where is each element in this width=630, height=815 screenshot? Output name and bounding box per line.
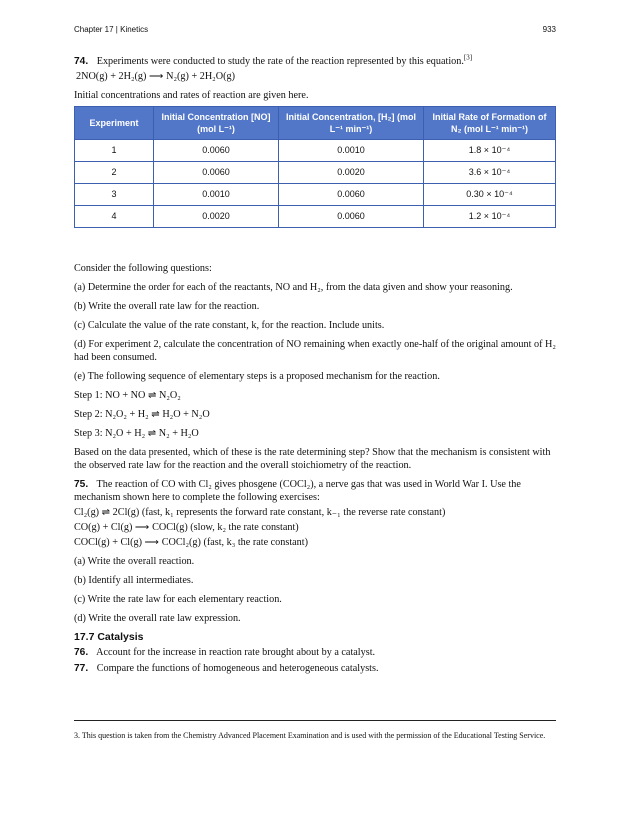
- question-part-b: (b) Identify all intermediates.: [74, 575, 194, 586]
- table-cell: 0.30 × 10⁻⁴: [424, 184, 556, 206]
- question-number: 75.: [74, 479, 89, 490]
- table-cell: 1.2 × 10⁻⁴: [424, 206, 556, 228]
- question-number: 74.: [74, 56, 89, 67]
- question-text: The reaction of CO with Cl₂ gives phosgene (COCl₂), a nerve gas that was used in World War I. Use the mechanism shown here to complete the following exercises:: [74, 479, 521, 503]
- section-heading: 17.7 Catalysis: [74, 631, 144, 643]
- table-cell: 0.0020: [279, 162, 424, 184]
- question-text: Compare the functions of homogeneous and heterogeneous catalysts.: [96, 663, 379, 674]
- table-cell: 0.0020: [154, 206, 279, 228]
- question-text: Account for the increase in reaction rate brought about by a catalyst.: [96, 647, 376, 658]
- question-part-a: (a) Write the overall reaction.: [74, 556, 195, 567]
- table-cell: 0.0060: [154, 140, 279, 162]
- table-row: [75, 140, 556, 162]
- table-cell: 0.0010: [279, 140, 424, 162]
- question-part-c: (c) Write the rate law for each elementary reaction.: [74, 594, 282, 605]
- question-text: Experiments were conducted to study the rate of the reaction represented by this equation.: [96, 56, 464, 67]
- mechanism-step-3: Step 3: N₂O + H₂ ⇌ N₂ + H₂O: [74, 428, 199, 439]
- footnote-divider: [74, 720, 556, 721]
- mechanism-line-1: Cl₂(g) ⇌ 2Cl(g) (fast, k₁ represents the forward rate constant, k₋₁ the reverse rate constant): [74, 507, 446, 518]
- column-header: Initial Concentration, [H₂] (mol L⁻¹ min⁻¹): [279, 107, 424, 140]
- question-part-d: (d) For experiment 2, calculate the concentration of NO remaining when exactly one-half of the original amount of H₂ had been consumed.: [74, 339, 556, 363]
- question-number: 77.: [74, 663, 89, 674]
- table-cell: 0.0060: [279, 206, 424, 228]
- page-number: 933: [542, 25, 556, 34]
- table-row: [75, 184, 556, 206]
- question-number: 76.: [74, 647, 89, 658]
- rate-data-table: [74, 106, 556, 228]
- question-74: [74, 55, 556, 68]
- table-cell: 2: [75, 162, 154, 184]
- chapter-header: Chapter 17 | Kinetics: [74, 25, 149, 34]
- table-cell: 1.8 × 10⁻⁴: [424, 140, 556, 162]
- table-cell: 0.0060: [154, 162, 279, 184]
- consider-text: Consider the following questions:: [74, 263, 212, 274]
- column-header: Initial Concentration [NO] (mol L⁻¹): [154, 107, 279, 140]
- footnote-ref: [3]: [463, 53, 473, 62]
- question-part-b: (b) Write the overall rate law for the reaction.: [74, 301, 260, 312]
- question-76: [74, 646, 556, 659]
- mechanism-line-2: CO(g) + Cl(g) ⟶ COCl(g) (slow, k₂ the rate constant): [74, 522, 299, 533]
- table-cell: 3.6 × 10⁻⁴: [424, 162, 556, 184]
- question-75: [74, 478, 556, 504]
- table-cell: 4: [75, 206, 154, 228]
- table-cell: 0.0010: [154, 184, 279, 206]
- question-part-d: (d) Write the overall rate law expression.: [74, 613, 241, 624]
- column-header: Experiment: [75, 107, 154, 140]
- table-cell: 0.0060: [279, 184, 424, 206]
- question-part-e: (e) The following sequence of elementary steps is a proposed mechanism for the reaction.: [74, 371, 440, 382]
- table-cell: 1: [75, 140, 154, 162]
- question-closing: Based on the data presented, which of these is the rate determining step? Show that the mechanism is consistent with the observed rate law for the reaction and the overall stoichiometry of the reaction.: [74, 447, 551, 471]
- question-77: [74, 662, 556, 675]
- footnote: 3. This question is taken from the Chemistry Advanced Placement Examination and is used with the permission of the Educational Testing Service.: [74, 731, 546, 740]
- mechanism-step-2: Step 2: N₂O₂ + H₂ ⇌ H₂O + N₂O: [74, 409, 210, 420]
- page-content: [74, 55, 556, 681]
- mechanism-line-3: COCl(g) + Cl(g) ⟶ COCl₂(g) (fast, k₃ the rate constant): [74, 537, 308, 548]
- table-header-row: [75, 107, 556, 140]
- question-part-a: (a) Determine the order for each of the reactants, NO and H₂, from the data given and show your reasoning.: [74, 282, 513, 293]
- table-row: [75, 162, 556, 184]
- table-row: [75, 206, 556, 228]
- table-cell: 3: [75, 184, 154, 206]
- question-part-c: (c) Calculate the value of the rate constant, k, for the reaction. Include units.: [74, 320, 385, 331]
- reaction-equation: 2NO(g) + 2H₂(g) ⟶ N₂(g) + 2H₂O(g): [76, 71, 235, 82]
- mechanism-step-1: Step 1: NO + NO ⇌ N₂O₂: [74, 390, 181, 401]
- column-header: Initial Rate of Formation of N₂ (mol L⁻¹ min⁻¹): [424, 107, 556, 140]
- table-intro: Initial concentrations and rates of reaction are given here.: [74, 90, 309, 101]
